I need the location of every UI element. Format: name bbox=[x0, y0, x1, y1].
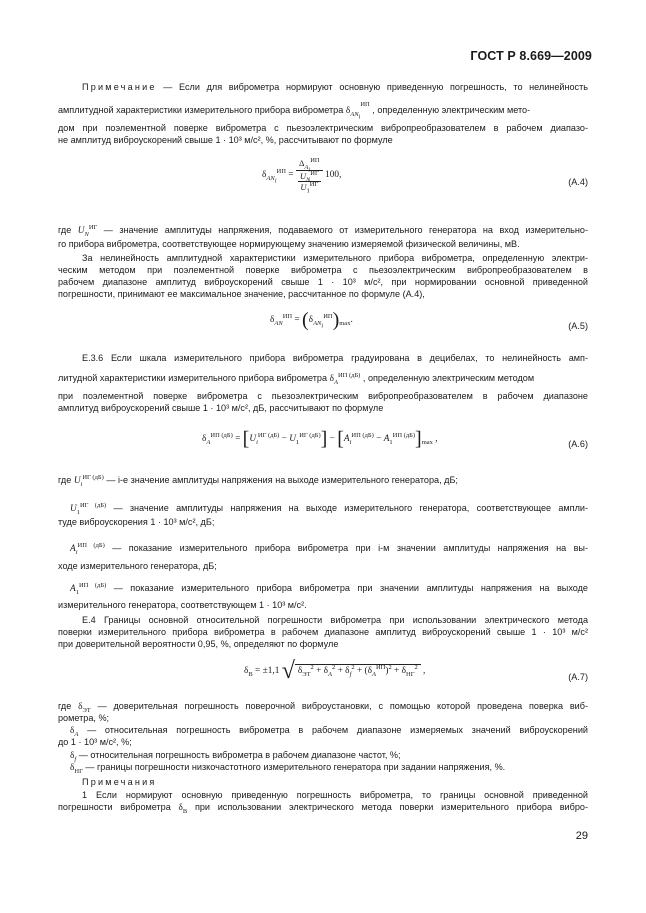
def-d-a-line-1 bbox=[70, 724, 588, 737]
note1-text-a: погрешности виброметра bbox=[58, 802, 171, 812]
symbol-d-v: $\delta_В$ bbox=[178, 803, 188, 815]
e36-text-b: , определенную электрическим методом bbox=[362, 373, 535, 383]
formula-a4-fraction: $\frac{\Delta_{A_i}^{ИП}}{\frac{U_N^{ИГ}}{U_1^{ИГ}}}$ bbox=[296, 158, 323, 192]
where-text: — значение амплитуды напряжения, подаваемого от измерительного генератора на вход измерительно- bbox=[103, 225, 589, 235]
note-text: — Если для виброметра нормируют основную приведенную погрешность, то нелинейность bbox=[163, 82, 589, 92]
symbol-u-1: $U_1^{ИГ (дБ)}$ bbox=[70, 501, 107, 516]
def-a-i-text: — показание измерительного прибора виброметра при i-м значении амплитуды напряжения на вы- bbox=[112, 543, 588, 553]
def-d-et-text: — доверительная погрешность поверочной виброустановки, с помощью которой проведена поверка виб- bbox=[97, 701, 588, 711]
formula-a4-factor: 100, bbox=[325, 170, 342, 181]
e4-line-3: при доверительной вероятности 0,95, %, определяют по формуле bbox=[58, 639, 339, 649]
note1-text-b: при использовании электрического метода поверки измерительного прибора вибро- bbox=[194, 802, 588, 812]
formula-a5: $\delta_{AN}^{ИП} = (\delta_{AN_i}^{ИП})_{max}$. bbox=[270, 309, 353, 331]
def-d-a-text: — относительная погрешность виброметра в рабочем диапазоне измеряемых значений виброускорений bbox=[87, 725, 588, 735]
note1-line-2 bbox=[58, 801, 588, 814]
e36-line-1: Е.3.6 Если шкала измерительного прибора виброметра градуирована в децибелах, то нелинейность амп- bbox=[82, 353, 588, 363]
e36-line-4: амплитуд виброускорений свыше 1 · 10³ м/с², дБ, рассчитывают по формуле bbox=[58, 403, 384, 413]
note-text-a: амплитудной характеристики измерительного прибора виброметра bbox=[58, 105, 344, 115]
equation-number-a7: (А.7) bbox=[568, 672, 588, 682]
def-u-i: где $U_i^{ИГ (дБ)}$ — i-е значение амплитуды напряжения на выходе измерительного генератора, дБ; bbox=[58, 473, 458, 488]
def-a-i-line-2: ходе измерительного генератора, дБ; bbox=[58, 561, 217, 571]
formula-a4: $\delta_{AN_i}^{ИП}$ = $\frac{\Delta_{A_i}^{ИП}}{\frac{U_N^{ИГ}}{U_1^{ИГ}}}$ 100, bbox=[262, 157, 342, 195]
equation-number-a5: (А.5) bbox=[568, 321, 588, 331]
symbol-u-i: $U_i^{ИГ (дБ)}$ bbox=[73, 473, 104, 488]
note-line-1 bbox=[58, 81, 588, 93]
def-d-ng-text: — границы погрешности низкочастотного измерительного генератора при задании напряжения, %. bbox=[85, 762, 506, 772]
note-line-3: дом при поэлементной поверке виброметра с пьезоэлектрическим вибропреобразователем в рабочем диапазо- bbox=[58, 123, 588, 133]
symbol-a-i: $A_i^{ИП (дБ)}$ bbox=[70, 541, 105, 556]
note-line-4: не амплитуд виброускорений свыше 1 · 10³ м/с², %, рассчитывают по формуле bbox=[58, 135, 393, 145]
symbol-u-n: $U_N^{ИГ}$ bbox=[77, 223, 98, 238]
def-u-1-line-1 bbox=[70, 502, 588, 515]
def-a-i-line-1 bbox=[70, 542, 588, 555]
para2-line-3: рабочем диапазоне амплитуд виброускорений свыше 1 · 10³ м/с², при нормировании основной приведенной bbox=[58, 277, 588, 287]
symbol-a-1: $A_1^{ИП (дБ)}$ bbox=[70, 581, 107, 596]
note-text-b: , определенную электрическим мето- bbox=[372, 105, 531, 115]
def-a-1-text: — показание измерительного прибора виброметра при значении амплитуды напряжения на выходе bbox=[113, 583, 588, 593]
symbol-d-a: $\delta_A$ bbox=[70, 726, 79, 738]
def-u-i-text: — i-е значение амплитуды напряжения на выходе измерительного генератора, дБ; bbox=[106, 475, 458, 485]
e36-line-2 bbox=[58, 372, 534, 385]
def-u-1-line-2: туде виброускорения 1 · 10³ м/с², дБ; bbox=[58, 517, 215, 527]
def-a-1-line-2: измерительного генератора, соответствующем 1 · 10³ м/с². bbox=[58, 600, 307, 610]
standard-header: ГОСТ Р 8.669—2009 bbox=[470, 49, 592, 63]
e36-line-3: при поэлементной поверке виброметра с пьезоэлектрическим вибропреобразователем в рабочем диапазоне bbox=[58, 391, 588, 401]
where-line-2: го прибора виброметра, соответствующее нормирующему значению измеряемой физической величины, мВ. bbox=[58, 239, 520, 249]
where-label: где bbox=[58, 225, 72, 235]
def-d-et-line-2: рометра, %; bbox=[58, 713, 110, 723]
def-a-1-line-1 bbox=[70, 582, 588, 595]
note-label: Примечание bbox=[82, 82, 157, 92]
where-line-1 bbox=[58, 224, 588, 237]
notes-title: Примечания bbox=[82, 777, 157, 787]
symbol-d-et: $\delta_{ЭТ}$ bbox=[78, 702, 91, 714]
def-d-f-text: — относительная погрешность виброметра в рабочем диапазоне частот, %; bbox=[78, 750, 401, 760]
def-d-ng bbox=[70, 761, 505, 774]
note1-line-1: 1 Если нормируют основную приведенную погрешность виброметра, то границы основной приведенной bbox=[82, 790, 588, 800]
def-d-a-line-2: до 1 · 10³ м/с², %; bbox=[58, 737, 132, 747]
e4-line-1: Е.4 Границы основной относительной погрешности виброметра при использовании электрического метода bbox=[82, 615, 588, 625]
note-line-2 bbox=[58, 100, 531, 121]
formula-inline-delta-an: $\delta_{AN_i}^{ИП}$ bbox=[345, 100, 370, 121]
def-u-1-text: — значение амплитуды напряжения на выходе измерительного генератора, соответствующее ампли- bbox=[113, 503, 588, 513]
symbol-d-ng: $\delta_{НГ}$ bbox=[70, 763, 83, 775]
formula-a6: $\delta_A^{ИП (дБ)} = [U_i^{ИГ (дБ)} - U_1^{ИГ (дБ)}] - [A_i^{ИП (дБ)} - A_1^{ИП (дБ)}]_{max}$ , bbox=[202, 428, 438, 450]
e4-line-2: поверки измерительного прибора виброметра в рабочем диапазоне амплитуд виброускорений свыше 1 · 10³ м/с² bbox=[58, 627, 588, 637]
page-number: 29 bbox=[575, 830, 588, 842]
symbol-d-f: $\delta_f$ bbox=[70, 751, 77, 763]
equation-number-a6: (А.6) bbox=[568, 439, 588, 449]
para2-line-4: погрешности, принимают ее максимальное значение, рассчитанное по формуле (А.4), bbox=[58, 289, 425, 299]
para2-line-1: За нелинейность амплитудной характеристики измерительного прибора виброметра, определенную электри- bbox=[82, 253, 588, 263]
symbol-delta-a-db: $\delta_A^{ИП (дБ)}$ bbox=[329, 371, 361, 386]
equation-number-a4: (А.4) bbox=[568, 177, 588, 187]
def-d-et-line-1: где $\delta_{ЭТ}$ — доверительная погрешность поверочной виброустановки, с помощью которой проведена поверка виб- bbox=[58, 701, 588, 714]
formula-a7: $\delta_В = \pm 1,1$ √ $\delta_{ЭТ}^2 + \delta_A^2 + \delta_f^2 + (\delta_A^{ИП})^2 + \delta_{НГ}^2$ , bbox=[244, 658, 426, 684]
e36-text-a: литудной характеристики измерительного прибора виброметра bbox=[58, 373, 328, 383]
para2-line-2: ческим методом при поэлементной поверке виброметра с пьезоэлектрическим вибропреобразователем в bbox=[58, 265, 588, 275]
